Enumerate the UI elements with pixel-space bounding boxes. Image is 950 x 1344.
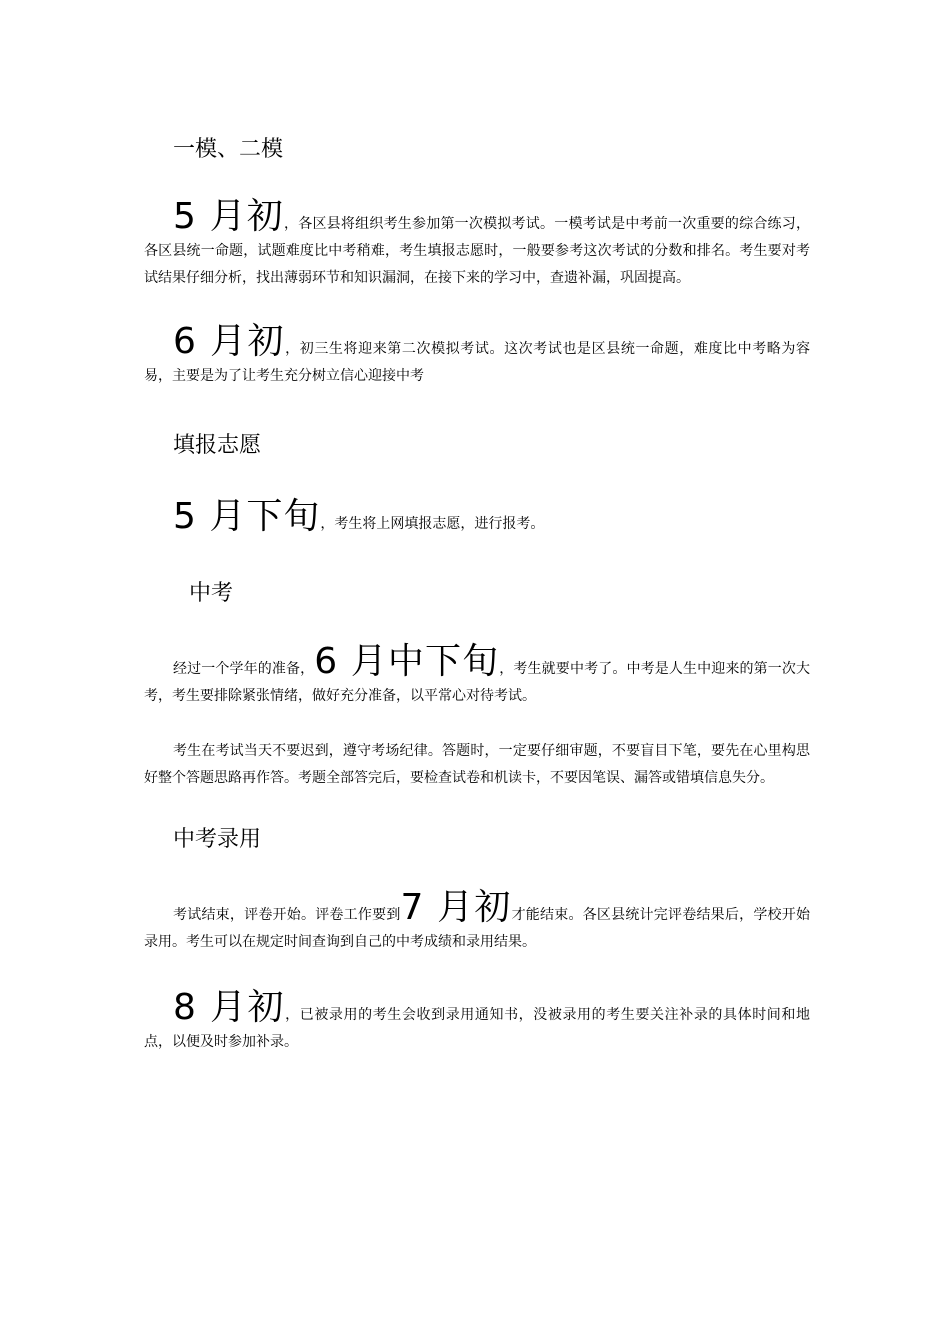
paragraph-text: ，初三生将迎来第二次模拟考试。这次考试也是区县统一命题，难度比中考略为容易，主要是为了让考生充分树立信心迎接中考 [144, 341, 810, 384]
date-highlight: 5 月初 [173, 196, 285, 237]
date-highlight: 7 月初 [400, 887, 512, 928]
section-heading-mock-exams: 一模、二模 [173, 137, 284, 162]
paragraph-application [144, 496, 810, 538]
date-highlight: 6 月中下旬 [314, 641, 500, 682]
paragraph-exam-tips [144, 738, 810, 792]
paragraph-text: 才能结束。各区县统计完评卷结果后，学校开始录用。考生可以在规定时间查询到自己的中考成绩和录用结果。 [144, 907, 810, 950]
section-heading-exam: 中考 [189, 581, 234, 606]
paragraph-text: 考试结束，评卷开始。评卷工作要到 [173, 907, 401, 923]
paragraph-text: ，考生就要中考了。中考是人生中迎来的第一次大考，考生要排除紧张情绪，做好充分准备，以平常心对待考试。 [144, 661, 811, 704]
paragraph-text: 经过一个学年的准备， [173, 661, 315, 677]
paragraph-admission-notice [144, 987, 810, 1056]
paragraph-text: ，各区县将组织考生参加第一次模拟考试。一模考试是中考前一次重要的综合练习，各区县统一命题，试题难度比中考稍难，考生填报志愿时，一般要参考这次考试的分数和排名。考生要对考试结果仔细分析，找出薄弱环节和知识漏洞，在接下来的学习中，查遗补漏，巩固提高。 [144, 216, 810, 286]
paragraph-first-mock [144, 196, 810, 292]
paragraph-second-mock [144, 321, 810, 390]
paragraph-text: 考生在考试当天不要迟到，遵守考场纪律。答题时，一定要仔细审题，不要盲目下笔，要先在心里构思好整个答题思路再作答。考题全部答完后，要检查试卷和机读卡，不要因笔误、漏答或错填信息失分。 [144, 743, 810, 786]
date-highlight: 5 月下旬 [173, 496, 321, 537]
paragraph-text: ，考生将上网填报志愿，进行报考。 [320, 516, 545, 532]
section-heading-admission: 中考录用 [173, 827, 262, 852]
paragraph-exam-intro [144, 641, 811, 710]
date-highlight: 8 月初 [173, 987, 286, 1028]
paragraph-text: ，已被录用的考生会收到录用通知书，没被录用的考生要关注补录的具体时间和地点，以便及时参加补录。 [144, 1007, 810, 1050]
paragraph-grading [144, 887, 810, 956]
date-highlight: 6 月初 [173, 321, 286, 362]
section-heading-application: 填报志愿 [173, 433, 262, 458]
